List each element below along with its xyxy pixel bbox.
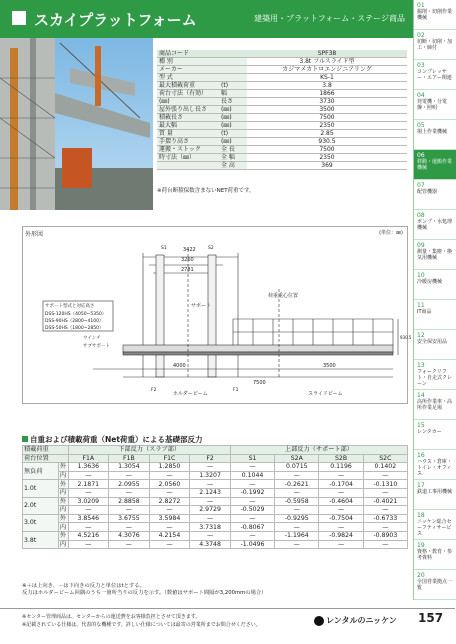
load-header-row-2 [23, 454, 408, 463]
load-note-1: ※＋は上向き、－は下向きの反力と単位はtとする。 [22, 583, 145, 589]
sidebar-item-number: 05 [417, 122, 425, 129]
load-row-label: 3.8t [23, 531, 59, 548]
sidebar-item-03[interactable] [414, 60, 456, 90]
load-cell: -0.5029 [230, 506, 274, 515]
load-cell: — [149, 488, 190, 497]
outline-drawing [22, 226, 412, 404]
load-cell: — [190, 514, 231, 523]
load-col-header: S1 [230, 454, 274, 463]
spec-cell-k2: 全 幅 [219, 154, 247, 162]
load-cell: -1.1964 [275, 531, 319, 540]
load-cell: — [363, 471, 407, 480]
load-io-label: 内 [59, 506, 67, 514]
sidebar-item-number: 01 [417, 2, 425, 9]
spec-cell-v: KS-1 [247, 74, 407, 82]
spec-cell-k: メーカー [157, 66, 219, 74]
load-cell: — [149, 506, 190, 515]
load-cell: -0.9295 [275, 514, 319, 523]
dim-7500: 7500 [253, 380, 266, 386]
spec-row [157, 130, 407, 138]
load-cell: -0.9824 [319, 531, 363, 540]
load-group2: 上部反力（サポート部） [230, 446, 407, 455]
spec-cell-v: 3.8t フルスライド型 [247, 58, 407, 66]
sidebar-item-label: 切断・切削・加工・締付 [417, 39, 453, 51]
load-cell: -0.7504 [319, 514, 363, 523]
sidebar-item-number: 07 [417, 182, 425, 189]
load-cell: — [68, 523, 109, 532]
load-cell: -0.8067 [230, 523, 274, 532]
load-cell: — [109, 488, 150, 497]
support-dss3: DSS-50HS（1800~2850） [45, 326, 104, 331]
sidebar-item-14[interactable] [414, 390, 456, 420]
spec-cell-k: 最大幅 [157, 122, 219, 130]
spec-cell-k2: (㎜) [219, 138, 247, 146]
circle-f1: F1 [233, 388, 239, 393]
sidebar-item-12[interactable] [414, 330, 456, 360]
sidebar-item-number: 19 [417, 542, 425, 549]
load-cell: 3.0209 [68, 497, 109, 506]
sidebar-item-number: 17 [417, 482, 425, 489]
load-row-label: 無負荷 [23, 463, 59, 480]
spec-cell-k: 積載長さ [157, 114, 219, 122]
circle-s1: S1 [161, 246, 167, 251]
sidebar-item-label: 全国営業拠点一覧 [417, 579, 453, 591]
spec-cell-k: 運搬・ストック [157, 146, 219, 154]
load-col-header: F1B [109, 454, 150, 463]
spec-cell-k2 [219, 74, 247, 82]
spec-cell-k [157, 162, 219, 170]
header-square-icon [12, 11, 26, 25]
category-label: 建築用・プラットフォーム・ステージ商品 [254, 14, 405, 23]
spec-cell-v: 7500 [247, 114, 407, 122]
load-cell: 2.1243 [190, 488, 231, 497]
sidebar-item-number: 02 [417, 32, 425, 39]
load-io-label: 内 [59, 540, 67, 548]
sidebar-item-number: 11 [417, 302, 425, 309]
load-cell: — [230, 463, 274, 472]
support-dss2: DSS-90HS（2800~4100） [45, 319, 104, 324]
label-center-load: 荷重重心位置 [268, 293, 299, 299]
circle-s2: S2 [208, 246, 214, 251]
load-cell: 3.5984 [149, 514, 190, 523]
spec-cell-k: 型 式 [157, 74, 219, 82]
load-cell: 0.1044 [230, 471, 274, 480]
spec-row [157, 82, 407, 90]
load-io-label: 内 [59, 489, 67, 497]
spec-cell-v: 3500 [247, 106, 407, 114]
sidebar-item-label: ポンプ・水処理機械 [417, 219, 453, 231]
page-header [0, 0, 413, 38]
spec-cell-v: 2350 [247, 154, 407, 162]
sidebar-item-label: 配管機器 [417, 189, 438, 195]
footer-note-1: ※センター管理商品は、センターからの運送費をお客様負担とさせて頂きます。 [22, 614, 201, 620]
sidebar-item-number: 15 [417, 422, 425, 429]
load-cell: — [275, 540, 319, 549]
circle-f2: F2 [151, 388, 157, 393]
sidebar-item-07[interactable] [414, 180, 456, 210]
spec-cell-k2: (㎜) [219, 114, 247, 122]
sidebar-item-label: 測量・集塵・換気用機械 [417, 249, 453, 261]
sidebar-nav [413, 0, 455, 600]
spec-cell-k: 最大積載荷重 [157, 82, 219, 90]
load-row [23, 531, 408, 540]
spec-row [157, 154, 407, 162]
label-rail: ウインチ [83, 336, 101, 341]
load-cell: 2.8272 [149, 497, 190, 506]
load-cell: 2.8858 [109, 497, 150, 506]
dim-2781: 2781 [181, 267, 194, 273]
load-cell: -0.6733 [363, 514, 407, 523]
sidebar-item-20[interactable] [414, 570, 456, 600]
load-cell: — [190, 463, 231, 472]
sidebar-item-label: フォークリフト・自走式クレーン [417, 369, 453, 387]
sidebar-item-label: 掘削・切削作業機械 [417, 9, 453, 21]
spec-row [157, 74, 407, 82]
spec-cell-k2 [219, 58, 247, 66]
page-footer [0, 608, 455, 644]
load-cell: — [319, 506, 363, 515]
sidebar-item-label: IT商品 [417, 309, 432, 315]
dim-4000: 4000 [173, 363, 186, 369]
nikken-logo: レンタルのニッケン [314, 615, 397, 631]
sidebar-item-label: レンタカー [417, 429, 442, 435]
load-cell: — [109, 523, 150, 532]
load-cell: — [363, 488, 407, 497]
load-row [23, 463, 408, 472]
sidebar-item-11[interactable] [414, 300, 456, 330]
load-cell: -0.1992 [230, 488, 274, 497]
spec-cell-k2: 全 高 [219, 162, 247, 170]
support-dss1: DSS-120HS（4050~5350） [45, 312, 107, 317]
sidebar-item-label: 発電機・分電盤・照明 [417, 99, 448, 111]
load-io-label: 外 [59, 480, 67, 488]
load-cell: — [363, 540, 407, 549]
spec-row [157, 114, 407, 122]
spec-cell-k2: 全 長 [219, 146, 247, 154]
load-cell: — [230, 480, 274, 489]
load-row [23, 514, 408, 523]
load-cell: 2.0560 [149, 480, 190, 489]
load-cell: — [319, 523, 363, 532]
label-support: サポート [191, 303, 212, 309]
sidebar-item-05[interactable] [414, 120, 456, 150]
load-note-2: 反力はホルダービーム回隅のうち一箇所当りの反力を示す。（数値はサポート間隔が3,200mmの場合） [22, 590, 267, 596]
sidebar-item-label: コンプレッサー・エアー関連 [417, 69, 452, 81]
load-cell: — [319, 540, 363, 549]
load-cell: -1.0496 [230, 540, 274, 549]
sidebar-item-08[interactable] [414, 210, 456, 240]
load-cell: 2.0955 [109, 480, 150, 489]
load-cell: — [230, 531, 274, 540]
spec-row [157, 90, 407, 98]
drawing-svg [23, 227, 412, 403]
load-cell: — [275, 471, 319, 480]
section-square-icon [22, 436, 28, 442]
sidebar-item-label: ハウス・倉庫・トイレ・オフィス [417, 459, 452, 477]
sidebar-item-label: 資格・教育・参考資料 [417, 549, 453, 561]
spec-cell-k: 荷台寸法（有効） [157, 90, 219, 98]
spec-row [157, 122, 407, 130]
logo-circle-icon [314, 616, 324, 626]
load-cell: 2.9729 [190, 506, 231, 515]
load-cell: 0.1196 [319, 463, 363, 472]
load-row [23, 488, 408, 497]
sidebar-item-06[interactable] [414, 150, 456, 180]
sidebar-item-10[interactable] [414, 270, 456, 300]
load-col-header: S2B [319, 454, 363, 463]
load-cell: 1.2850 [149, 463, 190, 472]
sidebar-item-04[interactable] [414, 90, 456, 120]
sidebar-item-19[interactable] [414, 540, 456, 570]
load-row [23, 506, 408, 515]
spec-row [157, 146, 407, 154]
load-cell: 4.3076 [109, 531, 150, 540]
spec-cell-v: 369 [247, 162, 407, 170]
load-cell: — [68, 540, 109, 549]
sidebar-item-label: 冷暖房機械 [417, 279, 443, 285]
load-cell: 1.3207 [190, 471, 231, 480]
load-cell: -0.1310 [363, 480, 407, 489]
load-io-label: 外 [59, 515, 67, 523]
load-col-header: F2 [190, 454, 231, 463]
load-col-header: F1C [149, 454, 190, 463]
load-header-row-1 [23, 446, 408, 455]
footer-note-2: ※記載されている仕様は、代表的な機種です。詳しい仕様については最寄の営業所までお問合せください。 [22, 622, 261, 628]
load-cell: — [109, 506, 150, 515]
sidebar-item-number: 18 [417, 512, 425, 519]
load-cell: — [149, 471, 190, 480]
sidebar-item-number: 09 [417, 242, 425, 249]
load-row [23, 540, 408, 549]
sidebar-item-number: 10 [417, 272, 425, 279]
sidebar-item-number: 20 [417, 572, 425, 579]
spec-cell-v: 3.8 [247, 82, 407, 90]
load-cell: -0.4021 [363, 497, 407, 506]
sidebar-item-09[interactable] [414, 240, 456, 270]
product-photo [0, 38, 153, 210]
sidebar-item-number: 16 [417, 452, 425, 459]
sidebar-item-number: 06 [417, 152, 425, 159]
load-io-label: 内 [59, 472, 67, 480]
load-io-label: 外 [59, 497, 67, 505]
load-cell: — [363, 506, 407, 515]
sidebar-item-label: 揚上作業機械 [417, 129, 448, 135]
load-cell: 4.5216 [68, 531, 109, 540]
sidebar-item-13[interactable] [414, 360, 456, 390]
sidebar-item-number: 12 [417, 332, 425, 339]
spec-cell-k: 種 別 [157, 58, 219, 66]
load-row [23, 523, 408, 532]
sidebar-item-number: 14 [417, 392, 425, 399]
spec-cell-k2: (㎜) [219, 106, 247, 114]
load-cell: — [109, 471, 150, 480]
spec-header-value: SPF38 [247, 50, 407, 58]
load-cell: — [190, 531, 231, 540]
sidebar-item-label: 移動・運搬作業機械 [417, 159, 453, 171]
spec-cell-v: 7500 [247, 146, 407, 154]
load-cell: 3.7318 [190, 523, 231, 532]
load-cell: 0.0715 [275, 463, 319, 472]
drawing-title: 外形図 [25, 231, 44, 238]
load-cell: — [275, 488, 319, 497]
spec-cell-k: (㎜) [157, 98, 219, 106]
load-cell: — [190, 480, 231, 489]
sidebar-item-15[interactable] [414, 420, 456, 450]
sidebar-item-label: 高所作業車・高所作業足場 [417, 399, 453, 411]
spec-cell-v: 3730 [247, 98, 407, 106]
load-cell: — [230, 514, 274, 523]
load-cell: — [275, 506, 319, 515]
load-cell: 2.1871 [68, 480, 109, 489]
load-cell: 1.3054 [109, 463, 150, 472]
load-cell: -0.2621 [275, 480, 319, 489]
label-slide: スライドビーム [308, 391, 343, 397]
sidebar-item-number: 03 [417, 62, 425, 69]
load-section-title: 自重および積載荷重（Net荷重）による基礎部反力 [22, 434, 202, 445]
load-col-header: S2A [275, 454, 319, 463]
spec-cell-k2: (㎜) [219, 122, 247, 130]
spec-cell-k2: (t) [219, 82, 247, 90]
load-cell: 3.8546 [68, 514, 109, 523]
spec-table [157, 50, 407, 170]
label-holder: ホルダービーム [173, 391, 208, 397]
load-cell: — [68, 471, 109, 480]
load-row [23, 497, 408, 506]
load-group1: 下部反力（スラブ部） [68, 446, 230, 455]
spec-header-label: 商品コード [157, 50, 219, 58]
load-cell: — [109, 540, 150, 549]
load-cell: -0.1704 [319, 480, 363, 489]
load-row-label: 1.0t [23, 480, 59, 497]
load-row-label: 3.0t [23, 514, 59, 531]
load-cell: — [68, 488, 109, 497]
load-cell: -0.4604 [319, 497, 363, 506]
load-cell: -0.5958 [275, 497, 319, 506]
load-cell: — [319, 488, 363, 497]
spec-row [157, 98, 407, 106]
drawing-unit: (単位：㎜) [379, 230, 403, 236]
spec-note: ※荷台断積保数含まないNET荷重です。 [157, 188, 255, 194]
sidebar-item-18[interactable] [414, 510, 456, 540]
load-cell: 1.3636 [68, 463, 109, 472]
spec-row [157, 66, 407, 74]
load-cell: 3.6755 [109, 514, 150, 523]
page-title: スカイプラットフォーム [34, 11, 197, 29]
support-box-title: サポート型式と対応高さ [45, 304, 95, 309]
dim-930: 930.5 [400, 335, 412, 340]
load-io-label: 外 [59, 532, 67, 540]
sidebar-item-number: 08 [417, 212, 425, 219]
load-cell: — [68, 506, 109, 515]
spec-row [157, 58, 407, 66]
load-col-header: F1A [68, 454, 109, 463]
sidebar-item-label: ニッケン総合セーフティサービス [417, 519, 452, 537]
spec-row [157, 106, 407, 114]
load-io-label: 外 [59, 463, 67, 471]
spec-cell-k2: (t) [219, 130, 247, 138]
label-sub: サブサポート [83, 344, 110, 349]
spec-header-row [157, 50, 407, 58]
sidebar-item-label: 安全保安用品 [417, 339, 448, 345]
sidebar-item-16[interactable] [414, 450, 456, 480]
spec-cell-v: カジマメカトロエンジニアリング [247, 66, 407, 74]
load-io-label: 内 [59, 523, 67, 531]
load-row-label: 2.0t [23, 497, 59, 514]
sidebar-item-number: 13 [417, 362, 425, 369]
load-cell: — [319, 471, 363, 480]
load-hdr-left1: 積載荷重 [23, 446, 69, 455]
load-cell: 4.3748 [190, 540, 231, 549]
spec-cell-v: 930.5 [247, 138, 407, 146]
load-cell: -0.8903 [363, 531, 407, 540]
load-cell: — [230, 497, 274, 506]
spec-cell-k2: 幅 [219, 90, 247, 98]
spec-row [157, 138, 407, 146]
dim-3500: 3500 [323, 363, 336, 369]
spec-row [157, 162, 407, 170]
sidebar-item-01[interactable] [414, 0, 456, 30]
load-cell: — [275, 523, 319, 532]
load-cell: — [149, 523, 190, 532]
load-hdr-left2: 荷台位置 [23, 454, 69, 463]
load-col-header: S2C [363, 454, 407, 463]
spec-cell-k: 屋外張り出し長さ [157, 106, 219, 114]
page-number: 157 [418, 611, 444, 625]
spec-cell-k2 [219, 66, 247, 74]
sidebar-item-label: 鉄道工事用機械 [417, 489, 453, 495]
load-row [23, 480, 408, 489]
load-cell: — [363, 523, 407, 532]
sidebar-item-17[interactable] [414, 480, 456, 510]
load-cell: — [190, 497, 231, 506]
sidebar-item-02[interactable] [414, 30, 456, 60]
sidebar-item-number: 04 [417, 92, 425, 99]
spec-cell-v: 2350 [247, 122, 407, 130]
spec-cell-k: 質 量 [157, 130, 219, 138]
dim-3422: 3422 [183, 247, 196, 253]
load-cell: — [149, 540, 190, 549]
load-cell: 0.1402 [363, 463, 407, 472]
spec-cell-k2: 長さ [219, 98, 247, 106]
load-row [23, 471, 408, 480]
spec-cell-v: 1866 [247, 90, 407, 98]
spec-cell-v: 2.85 [247, 130, 407, 138]
load-table [22, 445, 408, 549]
spec-cell-k: 時寸法（㎜） [157, 154, 219, 162]
dim-3260: 3260 [181, 257, 194, 263]
load-cell: 4.2154 [149, 531, 190, 540]
spec-cell-k: 手摺り高さ [157, 138, 219, 146]
